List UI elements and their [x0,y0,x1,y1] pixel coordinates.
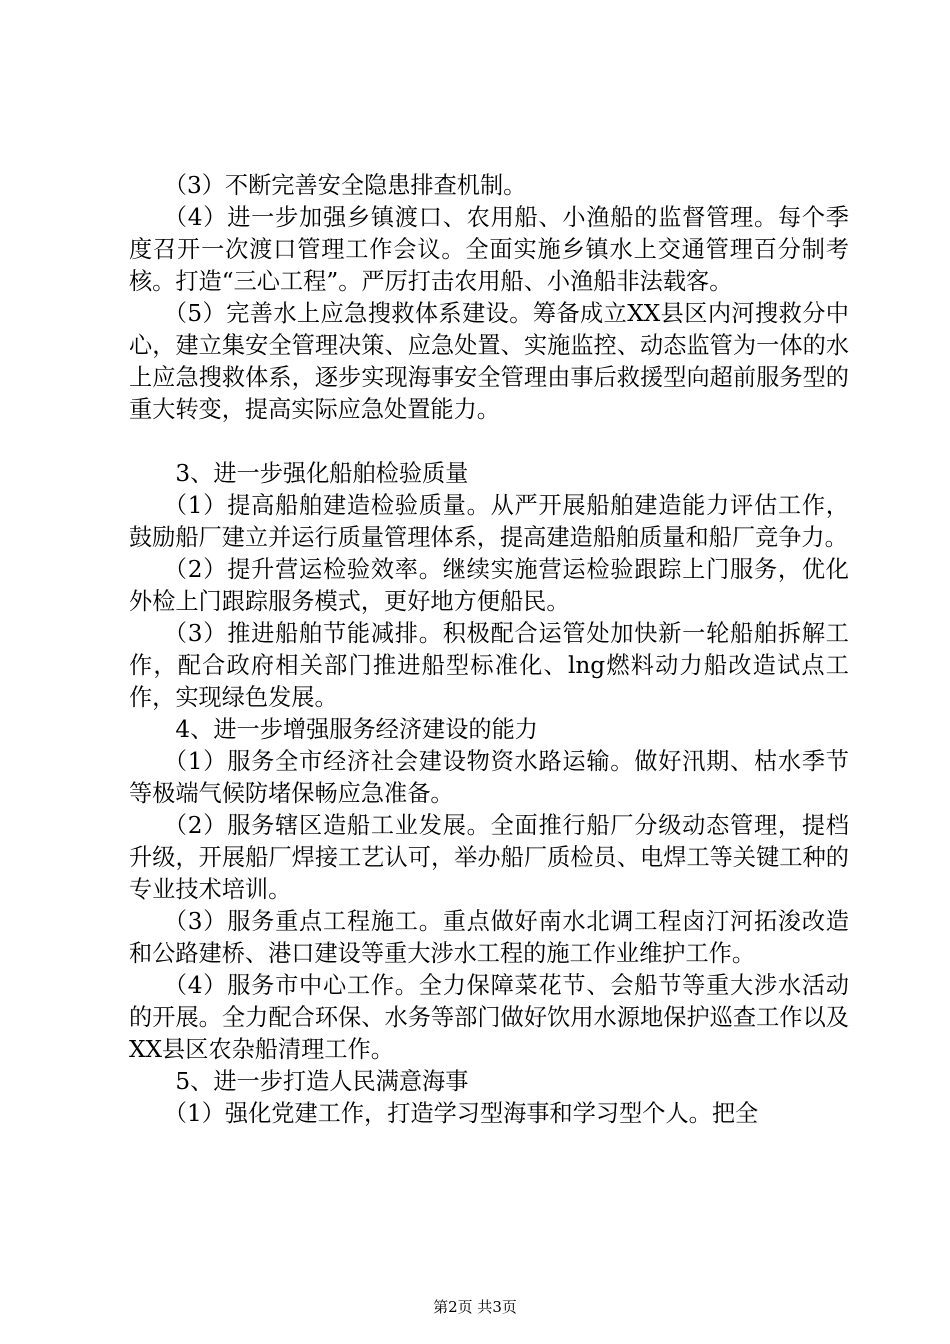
paragraph-water-transport: （1）服务全市经济社会建设物资水路运输。做好汛期、枯水季节等极端气候防堵保畅应急准备。 [129,748,849,807]
paragraph-operation-inspection: （2）提升营运检验效率。继续实施营运检验跟踪上门服务，优化外检上门跟踪服务模式，更好地方便船民。 [129,556,849,615]
page-number-label: 第2页 共3页 [433,1298,517,1316]
paragraph-city-center-work: （4）服务市中心工作。全力保障菜花节、会船节等重大涉水活动的开展。全力配合环保、水务等部门做好饮用水源地保护巡查工作以及XX县区农杂船清理工作。 [129,972,849,1063]
paragraph-5-emergency-rescue: （5）完善水上应急搜救体系建设。筹备成立XX县区内河搜救分中心，建立集安全管理决策、应急处置、实施监控、动态监管为一体的水上应急搜救体系，逐步实现海事安全管理由事后救援型向超前服务型的重大转变，提高实际应急处置能力。 [129,300,849,423]
paragraph-key-projects: （3）服务重点工程施工。重点做好南水北调工程卤汀河拓浚改造和公路建桥、港口建设等重大涉水工程的施工作业维护工作。 [129,908,849,967]
paragraph-energy-saving: （3）推进船舶节能减排。积极配合运管处加快新一轮船舶拆解工作，配合政府相关部门推进船型标准化、lng燃料动力船改造试点工作，实现绿色发展。 [129,620,849,711]
paragraph-ship-construction: （1）提高船舶建造检验质量。从严开展船舶建造能力评估工作，鼓励船厂建立并运行质量管理体系，提高建造船舶质量和船厂竞争力。 [129,492,849,551]
section-heading-economic-service: 4、进一步增强服务经济建设的能力 [175,716,538,743]
section-heading-ship-inspection: 3、进一步强化船舶检验质量 [175,460,469,487]
paragraph-3-hidden-danger: （3）不断完善安全隐患排查机制。 [163,172,527,199]
paragraph-party-building: （1）强化党建工作，打造学习型海事和学习型个人。把全 [163,1100,759,1127]
paragraph-4-ferry-supervision: （4）进一步加强乡镇渡口、农用船、小渔船的监督管理。每个季度召开一次渡口管理工作会议。全面实施乡镇水上交通管理百分制考核。打造“三心工程”。严厉打击农用船、小渔船非法载客。 [129,204,849,295]
paragraph-gap [129,426,849,458]
paragraph-shipbuilding-industry: （2）服务辖区造船工业发展。全面推行船厂分级动态管理，提档升级，开展船厂焊接工艺认可，举办船厂质检员、电焊工等关键工种的专业技术培训。 [129,812,849,903]
page-footer [0,1297,950,1317]
document-body [129,170,849,1130]
section-heading-satisfied-maritime: 5、进一步打造人民满意海事 [175,1068,469,1095]
